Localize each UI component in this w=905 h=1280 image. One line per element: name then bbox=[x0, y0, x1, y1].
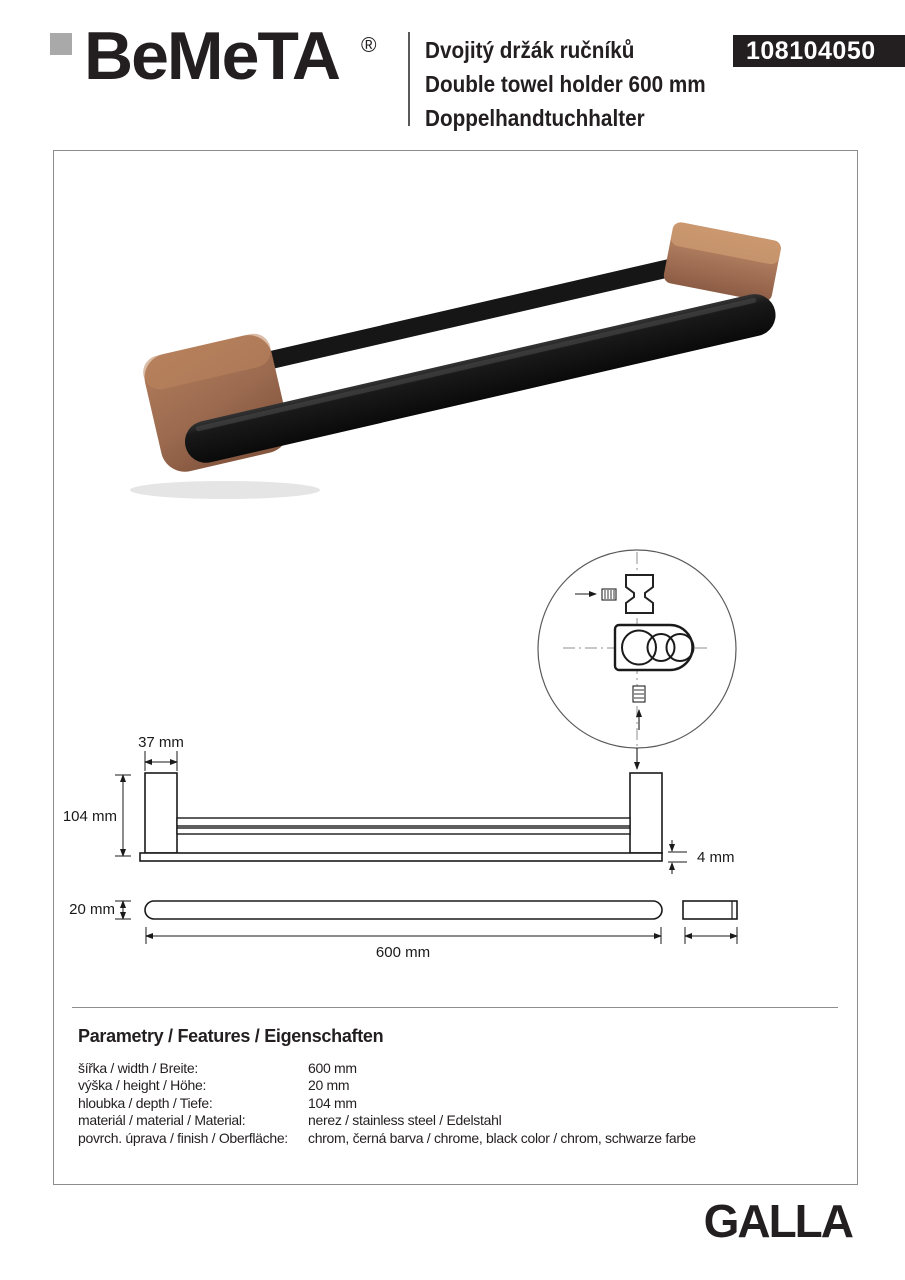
dim-37-label: 37 mm bbox=[138, 734, 184, 751]
dim-600 bbox=[146, 927, 661, 944]
side-screw bbox=[602, 589, 616, 600]
product-code-badge: 108104050 bbox=[733, 35, 905, 67]
param-value: 600 mm bbox=[308, 1060, 357, 1076]
left-post bbox=[145, 773, 177, 853]
param-value: 104 mm bbox=[308, 1094, 357, 1111]
param-value: nerez / stainless steel / Edelstahl bbox=[308, 1112, 502, 1129]
front-view bbox=[140, 773, 662, 861]
table-row bbox=[78, 1130, 818, 1147]
param-label: povrch. úprava / finish / Oberfläche: bbox=[78, 1129, 288, 1146]
product-title-de: Doppelhandtuchhalter bbox=[425, 105, 645, 131]
product-photo bbox=[55, 160, 855, 505]
dim-20 bbox=[115, 901, 131, 919]
side-view bbox=[683, 901, 737, 919]
product-shadow bbox=[130, 481, 320, 499]
separator-line bbox=[72, 1007, 838, 1008]
table-row bbox=[78, 1112, 818, 1129]
mounting-plate bbox=[615, 625, 694, 670]
wall-plate bbox=[140, 853, 662, 861]
detail-circle bbox=[538, 550, 736, 748]
brand-name: BeMeTA bbox=[84, 18, 339, 94]
table-row bbox=[78, 1095, 818, 1112]
product-title-en: Double towel holder 600 mm bbox=[425, 71, 706, 97]
logo-square-icon bbox=[50, 33, 72, 55]
dim-600-label: 600 mm bbox=[375, 944, 431, 961]
bottom-screw bbox=[633, 686, 645, 702]
product-titles bbox=[425, 33, 706, 135]
param-label: hloubka / depth / Tiefe: bbox=[78, 1094, 213, 1111]
technical-drawing bbox=[55, 500, 855, 970]
dim-4 bbox=[668, 840, 687, 874]
param-value: chrom, černá barva / chrome, black color / chrom, schwarze farbe bbox=[308, 1129, 696, 1146]
registered-mark: ® bbox=[361, 34, 377, 57]
parameters-heading: Parametry / Features / Eigenschaften bbox=[78, 1026, 384, 1046]
series-name: GALLA bbox=[703, 1195, 852, 1247]
header-divider bbox=[408, 32, 410, 126]
right-mount bbox=[662, 221, 782, 303]
product-title-cs: Dvojitý držák ručníků bbox=[425, 37, 635, 63]
dim-37 bbox=[145, 751, 177, 771]
dim-104-label: 104 mm bbox=[62, 808, 117, 825]
param-value: 20 mm bbox=[308, 1077, 350, 1094]
dim-side-width bbox=[685, 927, 737, 944]
parameters-table bbox=[78, 1060, 818, 1147]
dim-104 bbox=[115, 775, 131, 856]
param-label: materiál / material / Material: bbox=[78, 1112, 246, 1129]
top-view-bar bbox=[145, 901, 662, 919]
table-row bbox=[78, 1060, 818, 1077]
param-label: výška / height / Höhe: bbox=[78, 1077, 207, 1094]
upper-rail bbox=[177, 818, 630, 826]
dim-20-label: 20 mm bbox=[69, 901, 115, 918]
table-row bbox=[78, 1077, 818, 1094]
dim-4-label: 4 mm bbox=[697, 849, 735, 866]
right-post bbox=[630, 773, 662, 853]
param-label: šířka / width / Breite: bbox=[78, 1060, 198, 1076]
lower-rail bbox=[177, 828, 630, 834]
